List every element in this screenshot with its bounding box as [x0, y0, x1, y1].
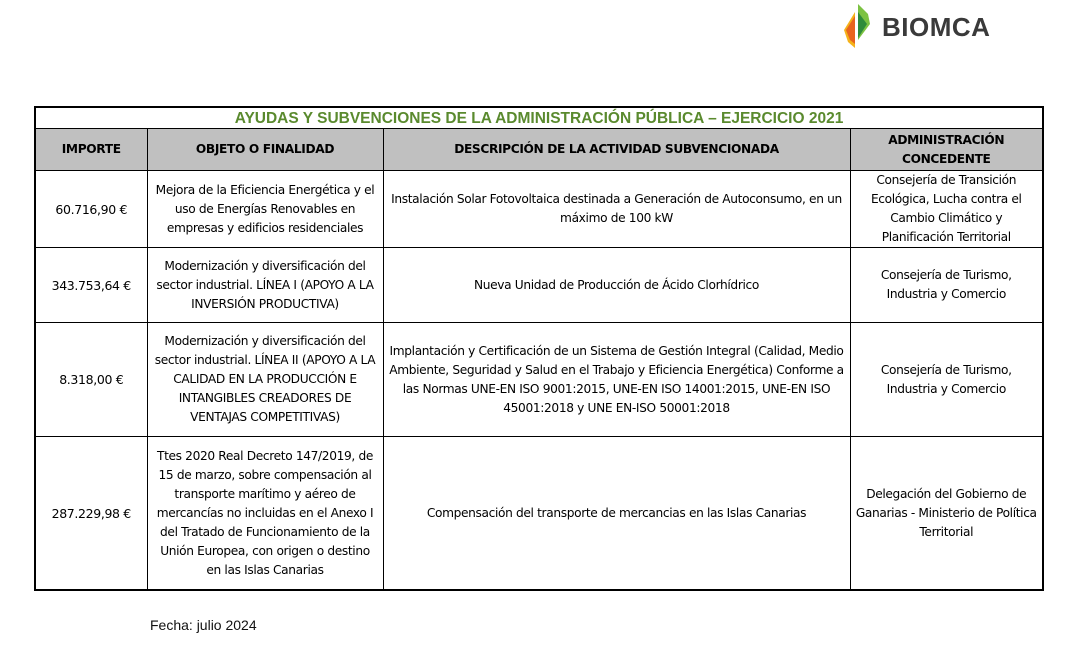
date-footer: Fecha: julio 2024 [150, 617, 257, 633]
cell-objeto: Mejora de la Eficiencia Energética y el uso de Energías Renovables en empresas y edificios residenciales [147, 171, 383, 248]
logo-text: BIOMCA [882, 11, 991, 42]
table-row [35, 437, 1043, 591]
biomca-logo [842, 2, 990, 52]
subsidies-table [34, 106, 1044, 591]
cell-importe: 60.716,90 € [35, 171, 147, 248]
cell-objeto: Modernización y diversificación del sector industrial. LÍNEA I (APOYO A LA INVERSIÓN PRODUCTIVA) [147, 248, 383, 323]
table-title: AYUDAS Y SUBVENCIONES DE LA ADMINISTRACIÓN PÚBLICA – EJERCICIO 2021 [35, 107, 1043, 129]
cell-importe: 287.229,98 € [35, 437, 147, 591]
table-row [35, 323, 1043, 437]
cell-descripcion: Instalación Solar Fotovoltaica destinada a Generación de Autoconsumo, en un máximo de 100 kW [383, 171, 850, 248]
column-header-importe: IMPORTE [35, 129, 147, 171]
table-row [35, 171, 1043, 248]
column-header-administracion: ADMINISTRACIÓN CONCEDENTE [850, 129, 1043, 171]
cell-importe: 343.753,64 € [35, 248, 147, 323]
table-row [35, 248, 1043, 323]
cell-administracion: Consejería de Turismo, Industria y Comercio [850, 323, 1043, 437]
table-header-row [35, 129, 1043, 171]
biomca-leaf-logo-icon [842, 2, 872, 52]
column-header-objeto: OBJETO O FINALIDAD [147, 129, 383, 171]
cell-descripcion: Nueva Unidad de Producción de Ácido Clorhídrico [383, 248, 850, 323]
cell-administracion: Consejería de Transición Ecológica, Lucha contra el Cambio Climático y Planificación Territorial [850, 171, 1043, 248]
column-header-descripcion: DESCRIPCIÓN DE LA ACTIVIDAD SUBVENCIONADA [383, 129, 850, 171]
cell-administracion: Consejería de Turismo, Industria y Comercio [850, 248, 1043, 323]
cell-descripcion: Implantación y Certificación de un Sistema de Gestión Integral (Calidad, Medio Ambiente, Seguridad y Salud en el Trabajo y Eficiencia Energética) Conforme a las Normas UNE-EN ISO 9001:2015, UNE-EN ISO 14001:2015, UNE-EN ISO 45001:2018 y UNE EN-ISO 50001:2018 [383, 323, 850, 437]
cell-objeto: Modernización y diversificación del sector industrial. LÍNEA II (APOYO A LA CALIDAD EN LA PRODUCCIÓN E INTANGIBLES CREADORES DE VENTAJAS COMPETITIVAS) [147, 323, 383, 437]
cell-administracion: Delegación del Gobierno de Ganarias - Ministerio de Política Territorial [850, 437, 1043, 591]
cell-objeto: Ttes 2020 Real Decreto 147/2019, de 15 de marzo, sobre compensación al transporte marítimo y aéreo de mercancías no incluidas en el Anexo I del Tratado de Funcionamiento de la Unión Europea, con origen o destino en las Islas Canarias [147, 437, 383, 591]
cell-descripcion: Compensación del transporte de mercancias en las Islas Canarias [383, 437, 850, 591]
cell-importe: 8.318,00 € [35, 323, 147, 437]
